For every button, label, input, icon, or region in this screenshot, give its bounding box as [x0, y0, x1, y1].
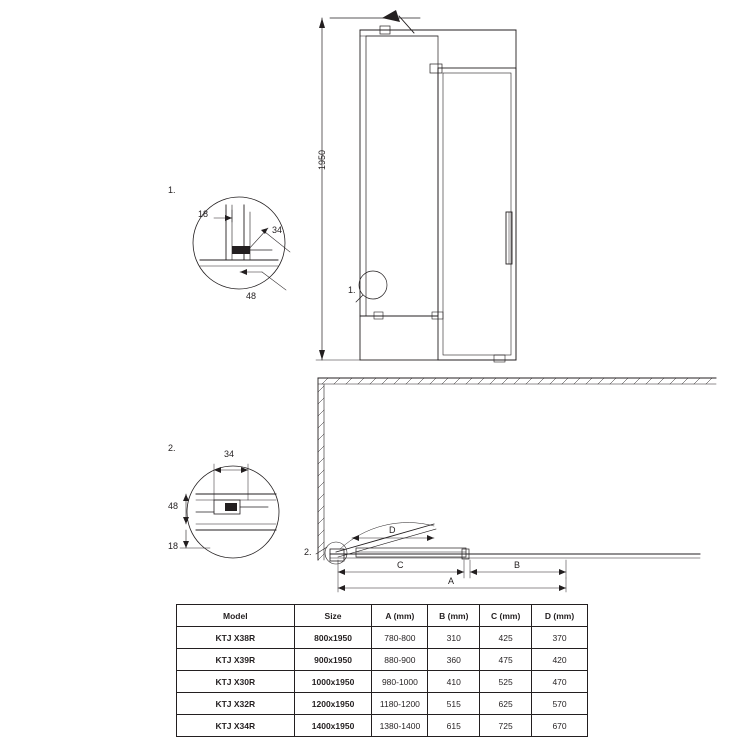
- cell-model: KTJ X32R: [177, 693, 295, 715]
- detail2-dim-18: 18: [168, 541, 179, 551]
- column-header-model: Model: [177, 605, 295, 627]
- detail1-marker: 1.: [168, 185, 176, 195]
- column-header-c: C (mm): [480, 605, 532, 627]
- column-header-size: Size: [294, 605, 372, 627]
- cell-model: KTJ X38R: [177, 627, 295, 649]
- cell-a: 980-1000: [372, 671, 428, 693]
- cell-b: 360: [428, 649, 480, 671]
- specification-table: [176, 604, 588, 737]
- detail1-dim-48: 48: [246, 291, 257, 301]
- cell-a: 880-900: [372, 649, 428, 671]
- table-row: [177, 715, 588, 737]
- column-header-d: D (mm): [532, 605, 588, 627]
- table-row: [177, 693, 588, 715]
- elevation-height-label: 1950: [317, 149, 327, 170]
- cell-b: 310: [428, 627, 480, 649]
- cell-size: 1000x1950: [294, 671, 372, 693]
- detail1-dim-18: 18: [198, 209, 209, 219]
- detail2-dim-34: 34: [224, 449, 235, 459]
- cell-b: 410: [428, 671, 480, 693]
- detail2-marker: 2.: [168, 443, 176, 453]
- cell-c: 725: [480, 715, 532, 737]
- plan-dim-b: B: [514, 560, 521, 570]
- cell-c: 475: [480, 649, 532, 671]
- plan-detail2-marker: 2.: [304, 547, 312, 557]
- column-header-b: B (mm): [428, 605, 480, 627]
- cell-a: 1180-1200: [372, 693, 428, 715]
- cell-model: KTJ X30R: [177, 671, 295, 693]
- cell-c: 625: [480, 693, 532, 715]
- plan-dim-d: D: [389, 525, 396, 535]
- cell-d: 470: [532, 671, 588, 693]
- detail2-dim-48: 48: [168, 501, 179, 511]
- cell-b: 615: [428, 715, 480, 737]
- cell-a: 1380-1400: [372, 715, 428, 737]
- cell-size: 900x1950: [294, 649, 372, 671]
- table-row: [177, 649, 588, 671]
- table-header-row: [177, 605, 588, 627]
- cell-size: 1200x1950: [294, 693, 372, 715]
- cell-d: 670: [532, 715, 588, 737]
- detail1-dim-34: 34: [272, 225, 283, 235]
- cell-model: KTJ X39R: [177, 649, 295, 671]
- cell-a: 780-800: [372, 627, 428, 649]
- table-row: [177, 671, 588, 693]
- plan-dim-a: A: [448, 576, 455, 586]
- table-row: [177, 627, 588, 649]
- cell-model: KTJ X34R: [177, 715, 295, 737]
- elevation-detail1-marker: 1.: [348, 285, 356, 295]
- cell-b: 515: [428, 693, 480, 715]
- cell-d: 420: [532, 649, 588, 671]
- cell-size: 800x1950: [294, 627, 372, 649]
- cell-c: 425: [480, 627, 532, 649]
- column-header-a: A (mm): [372, 605, 428, 627]
- cell-c: 525: [480, 671, 532, 693]
- plan-dim-c: C: [397, 560, 404, 570]
- cell-d: 370: [532, 627, 588, 649]
- cell-d: 570: [532, 693, 588, 715]
- cell-size: 1400x1950: [294, 715, 372, 737]
